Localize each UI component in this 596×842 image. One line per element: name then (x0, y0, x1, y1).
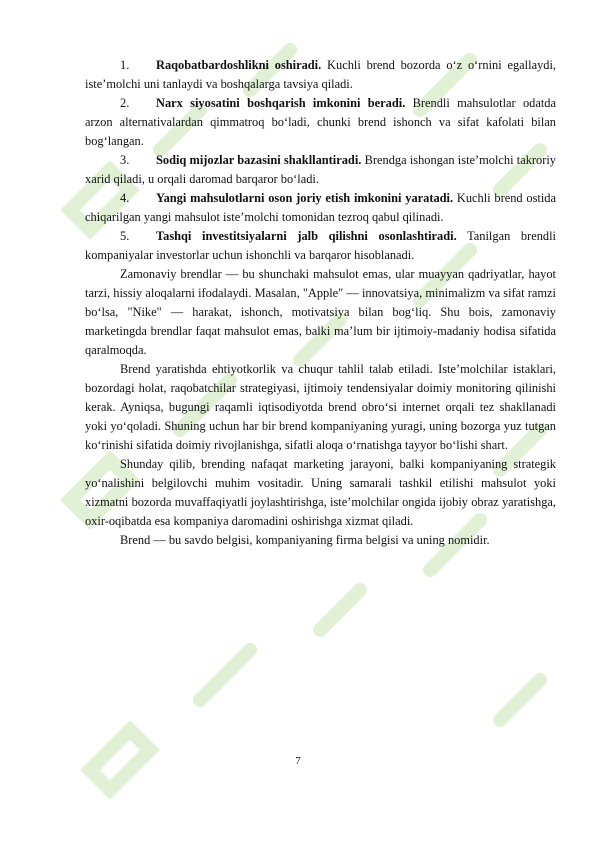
list-item-heading: Sodiq mijozlar bazasini shakllantiradi. (156, 153, 362, 167)
watermark-mark (200, 650, 250, 700)
list-item-text: Kuchli brend ostida chiqarilgan yangi mahsulot iste’molchi tomonidan tezroq qabul qilinadi. (85, 191, 556, 224)
list-item-1 (85, 56, 556, 94)
list-item-4 (85, 189, 556, 227)
list-item-heading: Narx siyosatini boshqarish imkonini beradi. (156, 96, 406, 110)
list-item-text: Brendli mahsulotlar odatda arzon alternativalardan qimmatroq bo‘ladi, chunki brend ishonch va sifat kafolati bilan bog‘langan. (85, 96, 556, 148)
list-item-number: 3. (120, 153, 130, 167)
page-number: 7 (295, 755, 301, 767)
list-item-text: Tanilgan brendli kompaniyalar investorlar uchun ishonchli va barqaror hisoblanadi. (85, 229, 556, 262)
list-item-number: 5. (120, 229, 130, 243)
list-item-number: 4. (120, 191, 130, 205)
paragraph-4: Brend — bu savdo belgisi, kompaniyaning firma belgisi va uning nomidir. (120, 533, 490, 547)
paragraph-3: Shunday qilib, brending nafaqat marketing jarayoni, balki kompaniyaning strategik yo‘nalishini belgilovchi muhim vositadir. Uning samarali tashkil etilishi mahsulot yoki xizmatni bozorda muvaffaqiyatli joylashtirishga, iste’molchilar ongida ijobiy obraz yaratishga, oxir-oqibatda esa kompaniya daromadini oshirishga xizmat qiladi. (85, 457, 556, 528)
paragraph-2: Brend yaratishda ehtiyotkorlik va chuqur tahlil talab etiladi. Iste’molchilar istaklari, bozordagi holat, raqobatchilar strategiyasi, ijtimoiy tendensiyalar doimiy monitoring qilinishi kerak. Ayniqsa, bugungi raqamli iqtisodiyotda brend obro‘si internet orqali tez shakllanadi yoki yo‘qoladi. Shuning uchun har bir brend kompaniyaning yuragi, uning bozorga yuz tutgan ko‘rinishi sifatida doimiy rivojlanishga, sifatli aloqa o‘rnatishga tayyor bo‘lishi shart. (85, 362, 556, 452)
list-item-number: 2. (120, 96, 130, 110)
list-item-5 (85, 227, 556, 265)
document-body (85, 56, 556, 550)
list-item-heading: Yangi mahsulotlarni oson joriy etish imkonini yaratadi. (156, 191, 454, 205)
watermark-mark (320, 590, 360, 630)
list-item-text: Brendga ishongan iste’molchi takroriy xarid qiladi, u orqali daromad barqaror bo‘ladi. (85, 153, 557, 186)
watermark-mark (500, 680, 540, 720)
list-item-heading: Raqobatbardoshlikni oshiradi. (156, 58, 322, 72)
list-item-number: 1. (120, 58, 130, 72)
list-item-3 (85, 151, 556, 189)
list-item-2 (85, 94, 556, 151)
paragraph-1: Zamonaviy brendlar — bu shunchaki mahsulot emas, ular muayyan qadriyatlar, hayot tarzi, hissiy aloqalarni ifodalaydi. Masalan, "Apple" — innovatsiya, minimalizm va sifat ramzi bo‘lsa, "Nike" — harakat, ishonch, motivatsiya bilan bog‘liq. Shu bois, zamonaviy marketingda brendlar faqat mahsulot emas, balki ma’lum bir ijtimoiy-madaniy hodisa sifatida qaralmoqda. (85, 267, 556, 357)
list-item-text: Kuchli brend bozorda o‘z o‘rnini egallaydi, iste’molchi uni tanlaydi va boshqalarga tavsiya qiladi. (85, 58, 557, 91)
list-item-heading: Tashqi investitsiyalarni jalb qilishni osonlashtiradi. (156, 229, 457, 243)
